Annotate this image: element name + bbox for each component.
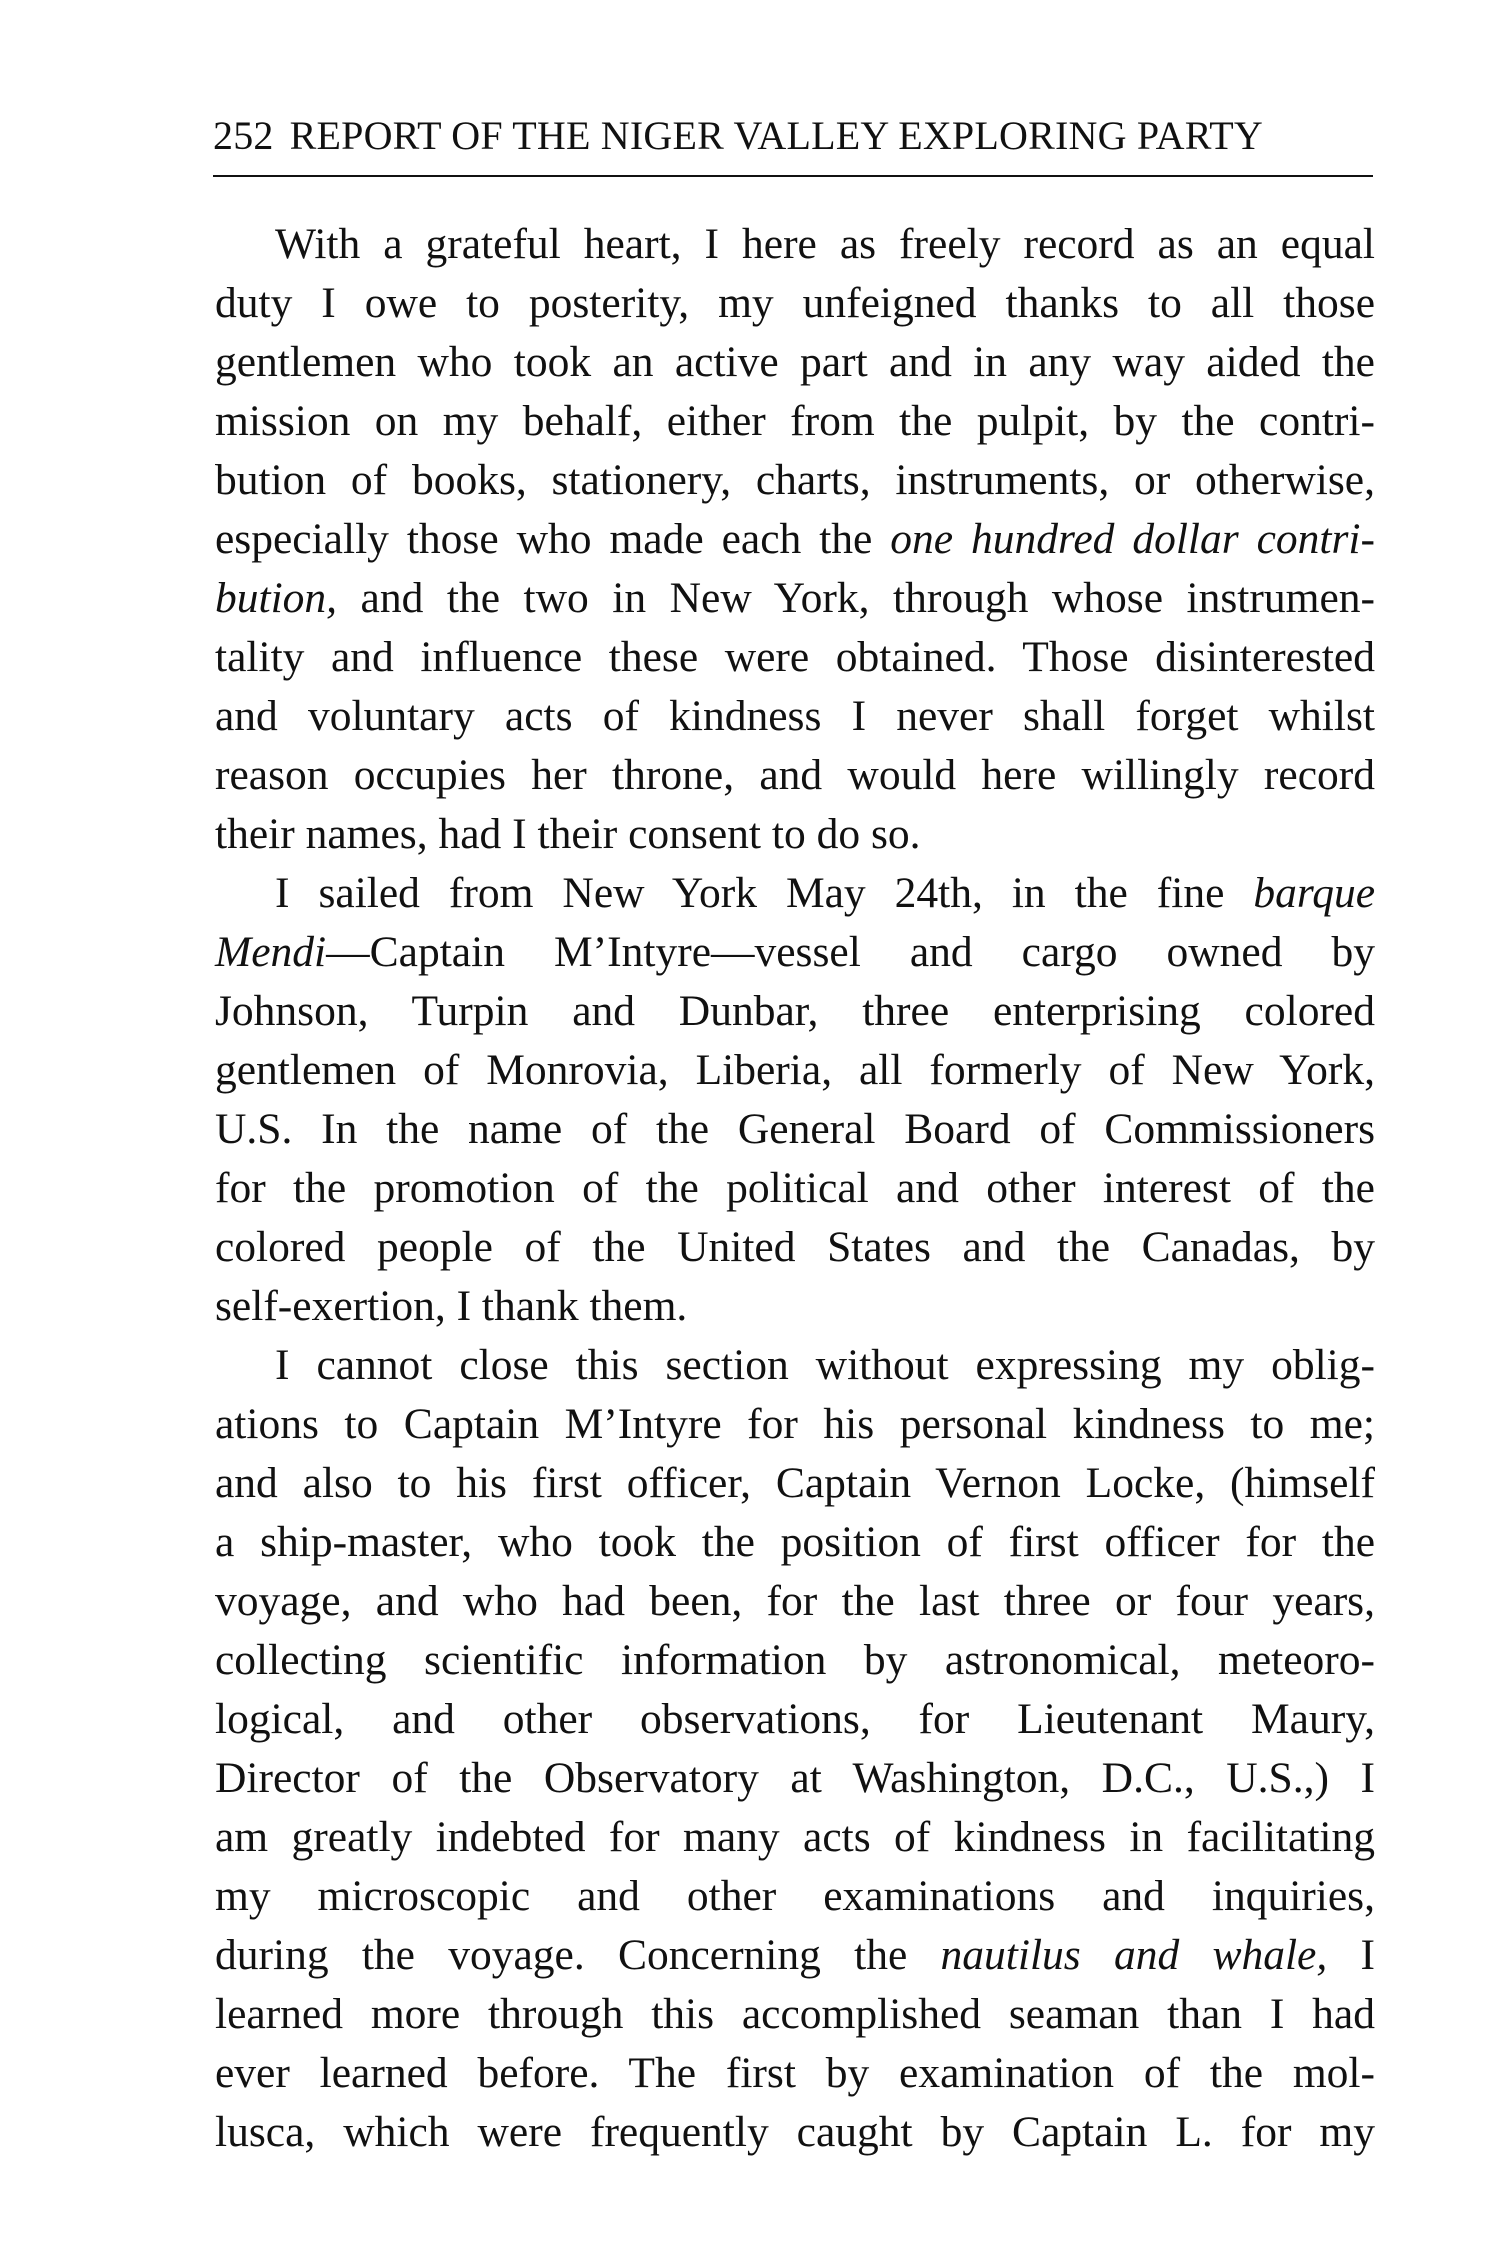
text-line: their names, had I their consent to do so. [215,810,921,858]
text-line: my microscopic and other examinations and inquiries, [215,1872,1375,1920]
text-line: voyage, and who had been, for the last three or four years, [215,1577,1375,1625]
text-line: With a grateful heart, I here as freely record as an equal [275,220,1375,268]
running-title: REPORT OF THE NIGER VALLEY EXPLORING PARTY [289,113,1263,158]
text-line: lusca, which were frequently caught by Captain L. for my [215,2108,1375,2156]
text-line [215,1926,1375,1985]
running-head [213,112,1373,172]
text-line: gentlemen who took an active part and in any way aided the [215,338,1375,386]
italic-phrase: nautilus and whale, [940,1931,1328,1979]
text-span: —Captain M’Intyre—vessel and cargo owned by [326,928,1375,976]
text-line: and voluntary acts of kindness I never shall forget whilst [215,692,1375,740]
text-line: gentlemen of Monrovia, Liberia, all formerly of New York, [215,1046,1375,1094]
text-line: learned more through this accomplished seaman than I had [215,1990,1375,2038]
text-span: I sailed from New York May 24th, in the fine [275,869,1254,917]
text-line: Director of the Observatory at Washington, D.C., U.S.,) I [215,1754,1375,1802]
italic-phrase: bution, [215,574,338,622]
body-text [215,215,1375,2162]
text-line: logical, and other observations, for Lieutenant Maury, [215,1695,1375,1743]
text-line: a ship-master, who took the position of first officer for the [215,1518,1375,1566]
italic-phrase: one hundred dollar contri- [890,515,1376,563]
text-line: ever learned before. The first by examination of the mol- [215,2049,1375,2097]
text-line: reason occupies her throne, and would here willingly record [215,751,1375,799]
text-line [215,923,1375,982]
text-span: and the two in New York, through whose instrumen- [337,574,1375,622]
text-span: during the voyage. Concerning the [215,1931,941,1979]
page-number: 252 [213,113,274,158]
text-line: am greatly indebted for many acts of kindness in facilitating [215,1813,1375,1861]
header-rule [213,175,1373,177]
italic-phrase: Mendi [215,928,327,976]
text-line: bution of books, stationery, charts, instruments, or otherwise, [215,456,1375,504]
text-line: collecting scientific information by astronomical, meteoro- [215,1636,1375,1684]
text-line: colored people of the United States and the Canadas, by [215,1223,1375,1271]
text-line: U.S. In the name of the General Board of Commissioners [215,1105,1375,1153]
text-line: ations to Captain M’Intyre for his personal kindness to me; [215,1400,1375,1448]
text-line: for the promotion of the political and other interest of the [215,1164,1375,1212]
text-line: mission on my behalf, either from the pulpit, by the contri- [215,397,1375,445]
text-span: especially those who made each the [215,515,891,563]
text-line [215,510,1375,569]
text-line [215,569,1375,628]
text-line: I cannot close this section without expressing my oblig- [275,1341,1375,1389]
text-line [215,864,1375,923]
italic-phrase: barque [1253,869,1375,917]
text-line: duty I owe to posterity, my unfeigned thanks to all those [215,279,1375,327]
text-line: and also to his first officer, Captain Vernon Locke, (himself [215,1459,1375,1507]
text-line: tality and influence these were obtained. Those disinterested [215,633,1375,681]
text-span: I [1327,1931,1375,1979]
text-line: Johnson, Turpin and Dunbar, three enterprising colored [215,987,1375,1035]
text-line: self-exertion, I thank them. [215,1282,688,1330]
